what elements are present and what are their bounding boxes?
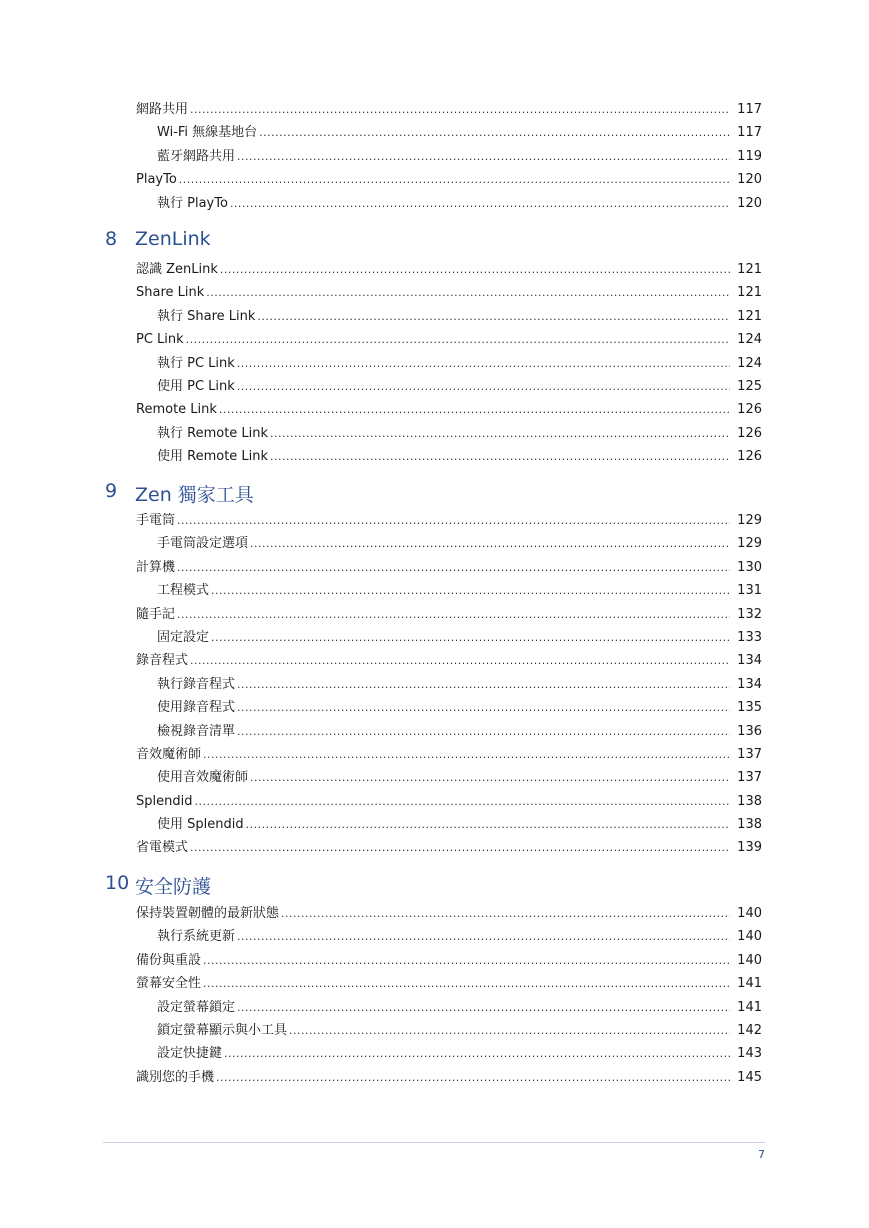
dot-leader xyxy=(230,192,730,215)
toc-entry-page: 119 xyxy=(737,148,762,164)
toc-entry-page: 121 xyxy=(737,262,762,277)
toc-entry-page: 126 xyxy=(737,425,762,441)
toc-entry-page: 124 xyxy=(737,355,762,371)
dot-leader xyxy=(237,145,730,168)
toc-entry-page: 130 xyxy=(737,559,762,575)
dot-leader xyxy=(237,673,730,696)
toc-entry-title: Remote Link xyxy=(136,402,217,418)
dot-leader xyxy=(177,509,730,532)
toc-entry[interactable] xyxy=(136,790,762,813)
toc-entry-title: 備份與重設 xyxy=(136,952,202,968)
toc-section-chapter-9 xyxy=(0,509,869,860)
toc-entry-page: 141 xyxy=(737,976,762,992)
toc-entry-title: 識別您的手機 xyxy=(136,1069,215,1085)
dot-leader xyxy=(194,790,730,813)
toc-entry[interactable] xyxy=(157,422,762,445)
toc-entry-title: Splendid xyxy=(136,793,193,809)
toc-entry-page: 134 xyxy=(737,676,762,692)
chapter-number: 8 xyxy=(105,228,118,250)
toc-entry[interactable] xyxy=(157,996,762,1019)
chapter-title: 安全防護 xyxy=(135,876,212,898)
toc-entry[interactable] xyxy=(157,192,762,215)
toc-entry-page: 133 xyxy=(737,629,762,645)
toc-entry[interactable] xyxy=(136,509,762,532)
toc-entry-title: 螢幕安全性 xyxy=(136,976,202,992)
toc-entry-page: 140 xyxy=(737,906,762,921)
toc-entry-title: 固定設定 xyxy=(157,629,210,645)
toc-entry-title: 執行 Share Link xyxy=(157,308,256,324)
toc-section-chapter-10 xyxy=(0,902,869,1089)
dot-leader xyxy=(270,445,730,468)
toc-entry-title: 設定快捷鍵 xyxy=(157,1046,223,1062)
toc-entry[interactable] xyxy=(136,328,762,351)
toc-entry-page: 138 xyxy=(737,793,762,809)
page-number: 7 xyxy=(758,1148,765,1161)
dot-leader xyxy=(281,902,730,925)
dot-leader xyxy=(219,398,730,421)
toc-entry-page: 139 xyxy=(737,840,762,856)
footer-rule xyxy=(103,1142,765,1143)
toc-entry-title: 認識 ZenLink xyxy=(136,262,218,277)
toc-entry-page: 129 xyxy=(737,536,762,552)
toc-entry-page: 145 xyxy=(737,1069,762,1085)
toc-entry-page: 134 xyxy=(737,653,762,669)
toc-entry[interactable] xyxy=(157,673,762,696)
chapter-number: 10 xyxy=(105,872,130,894)
dot-leader xyxy=(224,1042,730,1065)
toc-entry-page: 137 xyxy=(737,770,762,786)
toc-entry-title: 省電模式 xyxy=(136,840,189,856)
toc-entry-title: 手電筒設定選項 xyxy=(157,536,249,552)
toc-entry-page: 121 xyxy=(737,285,762,301)
toc-entry-page: 136 xyxy=(737,723,762,739)
dot-leader xyxy=(206,281,730,304)
toc-entry-title: 鎖定螢幕顯示與小工具 xyxy=(157,1022,288,1038)
toc-entry-title: 手電筒 xyxy=(136,513,176,528)
dot-leader xyxy=(190,98,730,121)
dot-leader xyxy=(259,121,730,144)
dot-leader xyxy=(203,972,730,995)
toc-entry[interactable] xyxy=(157,579,762,602)
toc-entry[interactable] xyxy=(136,258,762,281)
toc-entry[interactable] xyxy=(136,603,762,626)
toc-entry-title: 隨手記 xyxy=(136,606,176,622)
toc-entry-title: PlayTo xyxy=(136,172,177,188)
toc-entry-page: 140 xyxy=(737,929,762,945)
dot-leader xyxy=(177,603,730,626)
toc-entry-page: 138 xyxy=(737,817,762,833)
toc-entry[interactable] xyxy=(136,556,762,579)
dot-leader xyxy=(220,258,730,281)
toc-entry-page: 117 xyxy=(737,102,762,117)
toc-entry[interactable] xyxy=(157,626,762,649)
toc-entry-page: 142 xyxy=(737,1022,762,1038)
toc-entry[interactable] xyxy=(157,375,762,398)
toc-entry[interactable] xyxy=(136,949,762,972)
dot-leader xyxy=(237,696,730,719)
dot-leader xyxy=(250,766,730,789)
chapter-number: 9 xyxy=(105,480,118,502)
toc-entry-title: Share Link xyxy=(136,285,205,301)
dot-leader xyxy=(211,579,730,602)
toc-entry[interactable] xyxy=(157,1019,762,1042)
chapter-title: Zen 獨家工具 xyxy=(135,484,254,506)
toc-entry[interactable] xyxy=(136,649,762,672)
toc-entry-title: 工程模式 xyxy=(157,583,210,599)
toc-entry[interactable] xyxy=(136,398,762,421)
toc-entry-page: 129 xyxy=(737,513,762,528)
toc-entry-title: 音效魔術師 xyxy=(136,746,202,762)
toc-entry-title: Wi-Fi 無線基地台 xyxy=(157,125,258,141)
toc-entry-page: 141 xyxy=(737,999,762,1015)
dot-leader xyxy=(237,996,730,1019)
toc-entry-page: 117 xyxy=(737,125,762,141)
dot-leader xyxy=(289,1019,730,1042)
toc-entry-page: 140 xyxy=(737,952,762,968)
toc-entry-title: 計算機 xyxy=(136,559,176,575)
toc-entry-title: 檢視錄音清單 xyxy=(157,723,236,739)
toc-entry-page: 120 xyxy=(737,172,762,188)
toc-entry-page: 124 xyxy=(737,332,762,348)
dot-leader xyxy=(179,168,730,191)
toc-entry[interactable] xyxy=(136,972,762,995)
dot-leader xyxy=(177,556,730,579)
toc-entry-page: 143 xyxy=(737,1046,762,1062)
toc-entry-title: 使用音效魔術師 xyxy=(157,770,249,786)
dot-leader xyxy=(246,813,730,836)
toc-entry[interactable] xyxy=(157,813,762,836)
toc-entry-title: 執行 PlayTo xyxy=(157,195,228,211)
toc-entry-title: 錄音程式 xyxy=(136,653,189,669)
toc-entry-page: 121 xyxy=(737,308,762,324)
toc-entry-page: 132 xyxy=(737,606,762,622)
toc-entry[interactable] xyxy=(157,720,762,743)
dot-leader xyxy=(237,352,730,375)
toc-section-chapter-8 xyxy=(0,258,869,469)
toc-entry-page: 126 xyxy=(737,402,762,418)
toc-entry[interactable] xyxy=(157,1042,762,1065)
dot-leader xyxy=(190,836,730,859)
dot-leader xyxy=(203,743,730,766)
dot-leader xyxy=(190,649,730,672)
dot-leader xyxy=(237,720,730,743)
toc-entry-page: 137 xyxy=(737,746,762,762)
dot-leader xyxy=(203,949,730,972)
dot-leader xyxy=(237,375,730,398)
toc-entry-title: 執行 Remote Link xyxy=(157,425,269,441)
toc-entry-title: 網路共用 xyxy=(136,102,189,117)
toc-entry[interactable] xyxy=(136,281,762,304)
toc-entry-title: 執行 PC Link xyxy=(157,355,235,371)
toc-entry[interactable] xyxy=(157,925,762,948)
toc-entry-title: 執行系統更新 xyxy=(157,929,236,945)
dot-leader xyxy=(270,422,730,445)
toc-entry[interactable] xyxy=(157,305,762,328)
toc-entry-title: 使用 Remote Link xyxy=(157,449,269,465)
toc-entry-title: PC Link xyxy=(136,332,184,348)
toc-entry[interactable] xyxy=(157,352,762,375)
dot-leader xyxy=(250,532,730,555)
toc-entry[interactable] xyxy=(136,743,762,766)
toc-entry[interactable] xyxy=(136,902,762,925)
toc-entry[interactable] xyxy=(136,836,762,859)
toc-entry-title: 藍牙網路共用 xyxy=(157,148,236,164)
toc-entry[interactable] xyxy=(136,1066,762,1089)
toc-entry-title: 保持裝置韌體的最新狀態 xyxy=(136,906,280,921)
toc-entry-title: 設定螢幕鎖定 xyxy=(157,999,236,1015)
toc-entry-page: 135 xyxy=(737,700,762,716)
toc-entry-page: 125 xyxy=(737,378,762,394)
toc-entry-title: 使用 Splendid xyxy=(157,817,244,833)
toc-entry-title: 執行錄音程式 xyxy=(157,676,236,692)
dot-leader xyxy=(257,305,730,328)
toc-entry[interactable] xyxy=(157,766,762,789)
toc-entry-title: 使用 PC Link xyxy=(157,378,235,394)
toc-entry[interactable] xyxy=(157,121,762,144)
toc-entry[interactable] xyxy=(136,98,762,121)
toc-entry-title: 使用錄音程式 xyxy=(157,700,236,716)
toc-entry[interactable] xyxy=(157,696,762,719)
toc-entry[interactable] xyxy=(157,532,762,555)
toc-entry-page: 131 xyxy=(737,583,762,599)
toc-entry[interactable] xyxy=(136,168,762,191)
dot-leader xyxy=(186,328,730,351)
dot-leader xyxy=(216,1066,730,1089)
toc-entry-page: 126 xyxy=(737,449,762,465)
toc-entry[interactable] xyxy=(157,445,762,468)
dot-leader xyxy=(237,925,730,948)
dot-leader xyxy=(211,626,730,649)
toc-entry-page: 120 xyxy=(737,195,762,211)
toc-section-continued xyxy=(0,98,869,215)
chapter-title: ZenLink xyxy=(135,228,211,250)
toc-entry[interactable] xyxy=(157,145,762,168)
